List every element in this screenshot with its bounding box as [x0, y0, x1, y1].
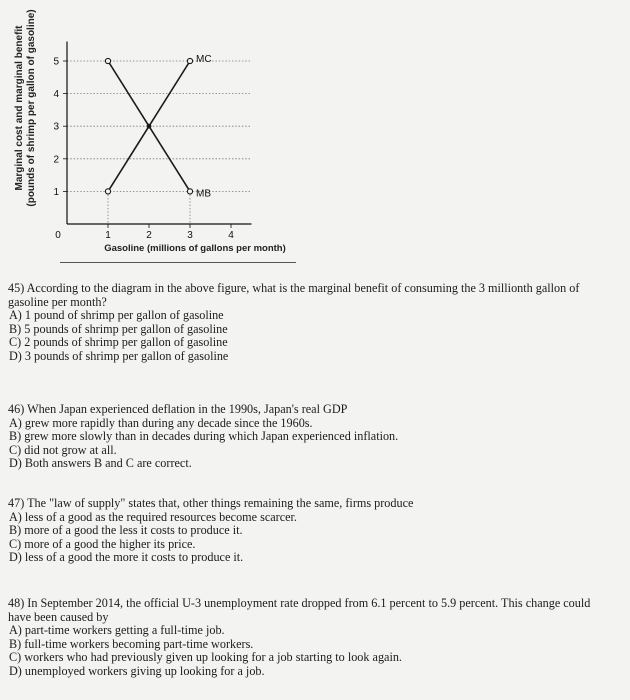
option-d[interactable]: D) 3 pounds of shrimp per gallon of gasoline — [9, 348, 229, 363]
option-d[interactable]: D) Both answers B and C are correct. — [9, 456, 192, 471]
mb-point-2 — [187, 189, 192, 194]
mc-mb-chart — [0, 0, 320, 262]
option-c[interactable]: C) workers who had previously given up looking for a job starting to look again. — [9, 650, 402, 665]
axes — [67, 41, 252, 224]
question-47 — [8, 497, 624, 565]
question-stem — [8, 597, 624, 611]
question-number: 47) — [8, 496, 25, 510]
option-b[interactable]: B) full-time workers becoming part-time workers. — [9, 636, 254, 651]
y-tick-2: 2 — [53, 154, 59, 166]
option-a[interactable]: A) 1 pound of shrimp per gallon of gasoline — [9, 308, 224, 323]
mb-label: MB — [196, 188, 211, 200]
option-d[interactable]: D) less of a good the more it costs to produce it. — [9, 550, 244, 565]
question-stem — [8, 403, 624, 417]
question-text-line1: When Japan experienced deflation in the 1990s, Japan's real GDP — [27, 402, 348, 416]
x-tick-2: 2 — [146, 230, 152, 241]
figure-divider — [60, 262, 296, 263]
question-text-line1: In September 2014, the official U-3 unemployment rate dropped from 6.1 percent to 5.9 percent. This change could — [27, 596, 591, 610]
question-number: 45) — [8, 281, 25, 295]
mc-label: MC — [196, 54, 212, 65]
equilibrium-point — [147, 124, 152, 129]
x-tick-1: 1 — [105, 230, 111, 241]
option-b[interactable]: B) grew more slowly than in decades during which Japan experienced inflation. — [9, 429, 399, 444]
y-axis-label-line1: Marginal cost and marginal benefit — [14, 25, 25, 191]
option-b[interactable]: B) 5 pounds of shrimp per gallon of gasoline — [9, 321, 228, 336]
question-stem — [8, 497, 624, 511]
question-48 — [8, 597, 624, 679]
question-number: 46) — [8, 402, 25, 416]
y-tick-5: 5 — [53, 56, 59, 68]
y-tick-4: 4 — [53, 89, 59, 101]
x-axis-label: Gasoline (millions of gallons per month) — [104, 243, 286, 254]
option-c[interactable]: C) 2 pounds of shrimp per gallon of gasoline — [9, 335, 228, 350]
x-tick-4: 4 — [228, 230, 234, 241]
option-c[interactable]: C) more of a good the higher its price. — [9, 536, 196, 551]
question-number: 48) — [8, 596, 25, 610]
option-d[interactable]: D) unemployed workers giving up looking for a job. — [9, 663, 265, 678]
option-a[interactable]: A) part-time workers getting a full-time job. — [9, 623, 225, 638]
mc-point-1 — [105, 189, 110, 194]
question-text-line1: The "law of supply" states that, other things remaining the same, firms produce — [27, 496, 414, 510]
origin-label: 0 — [55, 230, 61, 241]
question-46 — [8, 403, 624, 471]
curves — [105, 54, 211, 199]
mb-point-1 — [105, 58, 110, 63]
question-text-line1: According to the diagram in the above figure, what is the marginal benefit of consuming the 3 millionth gallon of — [26, 281, 580, 295]
y-axis-label-line2: (pounds of shrimp per gallon of gasoline) — [26, 9, 37, 207]
option-b[interactable]: B) more of a good the less it costs to produce it. — [9, 523, 243, 538]
y-tick-3: 3 — [53, 121, 59, 133]
option-c[interactable]: C) did not grow at all. — [9, 442, 117, 457]
x-tick-3: 3 — [187, 230, 193, 241]
question-stem — [8, 282, 624, 296]
mc-point-2 — [187, 58, 192, 63]
question-text-line2: gasoline per month? — [8, 294, 107, 309]
option-a[interactable]: A) less of a good as the required resources become scarcer. — [9, 509, 297, 524]
option-a[interactable]: A) grew more rapidly than during any decade since the 1960s. — [9, 415, 313, 430]
question-45 — [8, 282, 624, 364]
tick-labels — [53, 57, 234, 242]
y-tick-1: 1 — [53, 186, 59, 198]
question-text-line2: have been caused by — [8, 609, 109, 624]
